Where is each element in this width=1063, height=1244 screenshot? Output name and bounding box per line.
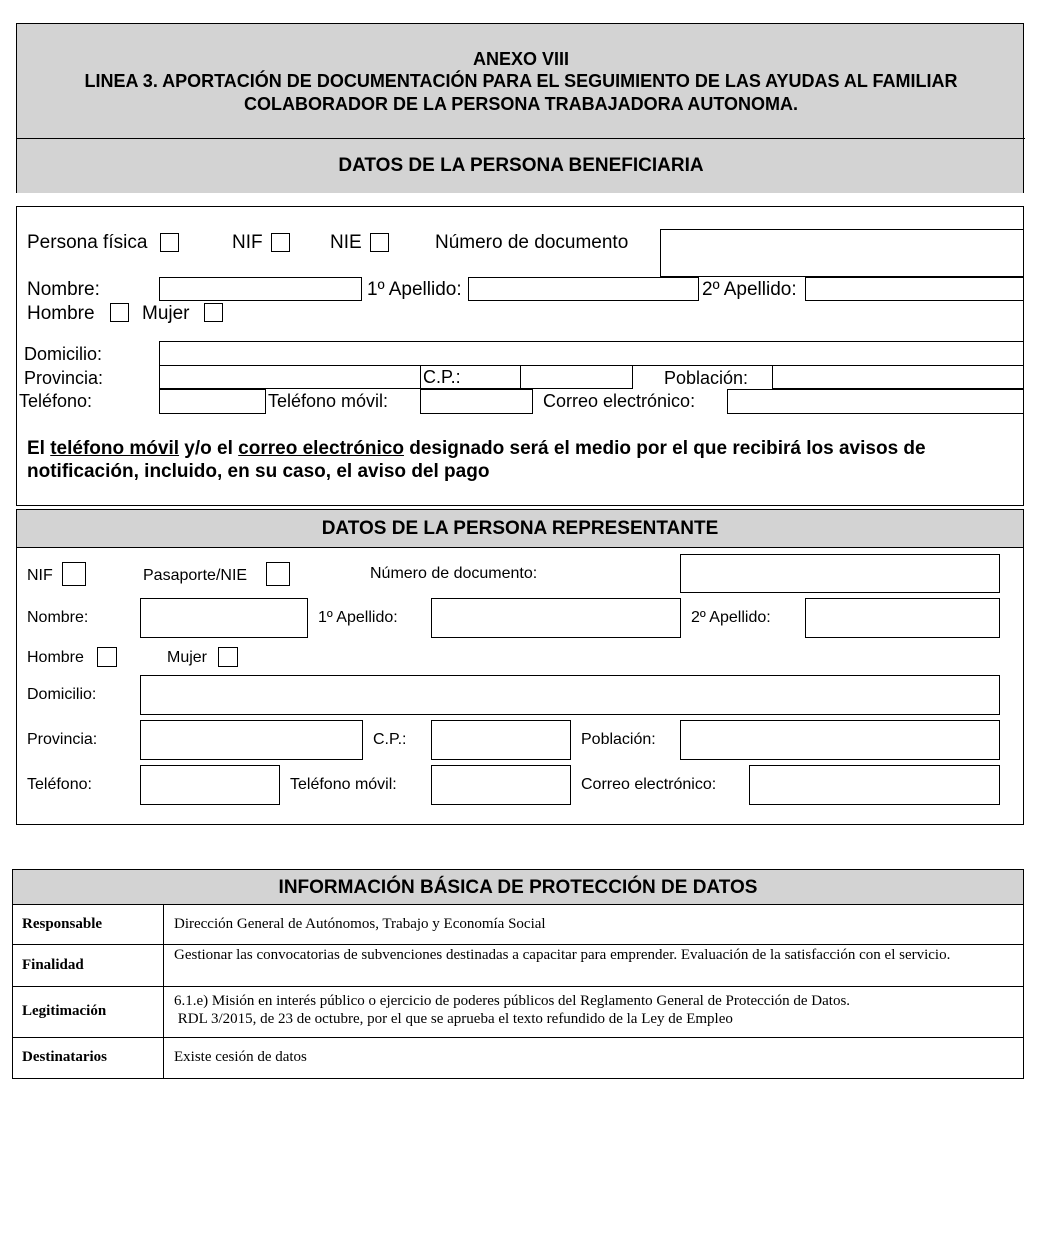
correo-label: Correo electrónico: — [543, 391, 696, 411]
rep-numero-documento-label: Número de documento: — [370, 565, 538, 582]
numero-documento-input[interactable] — [660, 229, 1024, 277]
nif-checkbox[interactable] — [271, 233, 290, 252]
row-label: Destinatarios — [22, 1049, 107, 1065]
telefono-label: Teléfono: — [19, 391, 93, 411]
rep-provincia-input[interactable] — [140, 720, 363, 760]
protection-header — [13, 870, 1023, 905]
rep-correo-label: Correo electrónico: — [581, 776, 717, 793]
row-text-line2: RDL 3/2015, de 23 de octubre, por el que se aprueba el texto refundido de la Ley de Empleo — [174, 1011, 733, 1027]
nombre-input[interactable] — [159, 277, 362, 301]
rep-provincia-label: Provincia: — [27, 731, 98, 748]
rep-pasaporte-checkbox[interactable] — [266, 562, 290, 586]
row-text-line1: 6.1.e) Misión en interés público o ejercicio de poderes públicos del Reglamento General de Protección de Datos. — [174, 993, 851, 1009]
apellido1-input[interactable] — [468, 277, 699, 301]
rep-poblacion-input[interactable] — [680, 720, 1000, 760]
nie-label: NIE — [330, 232, 362, 253]
rep-nombre-input[interactable] — [140, 598, 308, 638]
row-text — [174, 992, 1014, 1028]
domicilio-input[interactable] — [159, 341, 1024, 366]
rep-nombre-label: Nombre: — [27, 609, 89, 626]
rep-telefono-input[interactable] — [140, 765, 280, 805]
poblacion-label: Población: — [664, 368, 749, 388]
rep-poblacion-label: Población: — [581, 731, 656, 748]
rep-mujer-label: Mujer — [167, 649, 208, 666]
apellido1-label: 1º Apellido: — [367, 279, 462, 300]
nie-checkbox[interactable] — [370, 233, 389, 252]
annex-subtitle-line2: COLABORADOR DE LA PERSONA TRABAJADORA AUTONOMA. — [243, 94, 798, 114]
provincia-input[interactable] — [159, 365, 421, 389]
notice-text-4: notificación, incluido, en su caso, el aviso del pago — [27, 461, 490, 482]
rep-cp-label: C.P.: — [373, 731, 407, 748]
provincia-label: Provincia: — [24, 368, 104, 388]
hombre-label: Hombre — [27, 303, 95, 324]
rep-nif-label: NIF — [27, 567, 53, 584]
rep-numero-documento-input[interactable] — [680, 554, 1000, 593]
notice-text-2: y/o el — [179, 438, 239, 459]
persona-fisica-label: Persona física — [27, 232, 148, 253]
table-row — [12, 1037, 1024, 1078]
telefono-input[interactable] — [159, 389, 266, 414]
table-row — [12, 944, 1024, 987]
row-text: Gestionar las convocatorias de subvenciones destinadas a capacitar para emprender. Evaluación de la satisfacción con el servicio. — [174, 947, 951, 963]
numero-documento-label: Número de documento — [435, 232, 629, 253]
notice-movil: teléfono móvil — [50, 438, 180, 459]
annex-header — [16, 23, 1024, 193]
rep-telefono-label: Teléfono: — [27, 776, 92, 793]
row-label: Responsable — [22, 916, 103, 932]
apellido2-label: 2º Apellido: — [702, 279, 797, 300]
cp-label-cell — [420, 365, 521, 389]
header-divider — [17, 138, 1025, 139]
notice-text-1: El — [27, 438, 51, 459]
rep-hombre-label: Hombre — [27, 649, 84, 666]
rep-correo-input[interactable] — [749, 765, 1000, 805]
annex-title: ANEXO VIII — [472, 49, 570, 69]
telefono-movil-input[interactable] — [420, 389, 533, 414]
table-row — [12, 905, 1024, 945]
notice-correo: correo electrónico — [238, 438, 404, 459]
cp-label: C.P.: — [423, 367, 461, 387]
rep-hombre-checkbox[interactable] — [97, 647, 117, 667]
rep-pasaporte-label: Pasaporte/NIE — [143, 567, 248, 584]
apellido2-input[interactable] — [805, 277, 1024, 301]
row-text: Existe cesión de datos — [174, 1049, 307, 1065]
rep-telefono-movil-label: Teléfono móvil: — [290, 776, 397, 793]
cp-input[interactable] — [520, 365, 633, 389]
persona-fisica-checkbox[interactable] — [160, 233, 179, 252]
notice-text-3: designado será el medio por el que recibirá los avisos de — [403, 438, 926, 459]
row-label: Legitimación — [22, 1003, 107, 1019]
telefono-movil-label: Teléfono móvil: — [268, 391, 389, 411]
rep-apellido2-input[interactable] — [805, 598, 1000, 638]
nif-label: NIF — [232, 232, 263, 253]
representative-section-title: DATOS DE LA PERSONA REPRESENTANTE — [321, 518, 719, 539]
representative-header — [17, 510, 1023, 548]
correo-input[interactable] — [727, 389, 1024, 414]
table-row — [12, 986, 1024, 1038]
notification-notice — [27, 437, 926, 483]
row-text: Dirección General de Autónomos, Trabajo y Economía Social — [174, 916, 546, 932]
annex-subtitle-line1: LINEA 3. APORTACIÓN DE DOCUMENTACIÓN PARA EL SEGUIMIENTO DE LAS AYUDAS AL FAMILIAR — [84, 71, 958, 91]
poblacion-input[interactable] — [772, 365, 1024, 389]
rep-nif-checkbox[interactable] — [62, 562, 86, 586]
protection-title: INFORMACIÓN BÁSICA DE PROTECCIÓN DE DATOS — [278, 877, 758, 898]
rep-apellido1-label: 1º Apellido: — [318, 609, 398, 626]
mujer-label: Mujer — [142, 303, 190, 324]
row-label: Finalidad — [22, 957, 84, 973]
nombre-label: Nombre: — [27, 279, 100, 300]
rep-apellido1-input[interactable] — [431, 598, 681, 638]
rep-cp-input[interactable] — [431, 720, 571, 760]
rep-domicilio-input[interactable] — [140, 675, 1000, 715]
domicilio-label: Domicilio: — [24, 344, 103, 364]
rep-apellido2-label: 2º Apellido: — [691, 609, 771, 626]
beneficiary-section-title: DATOS DE LA PERSONA BENEFICIARIA — [338, 155, 704, 176]
rep-domicilio-label: Domicilio: — [27, 686, 97, 703]
rep-mujer-checkbox[interactable] — [218, 647, 238, 667]
hombre-checkbox[interactable] — [110, 303, 129, 322]
mujer-checkbox[interactable] — [204, 303, 223, 322]
rep-telefono-movil-input[interactable] — [431, 765, 571, 805]
